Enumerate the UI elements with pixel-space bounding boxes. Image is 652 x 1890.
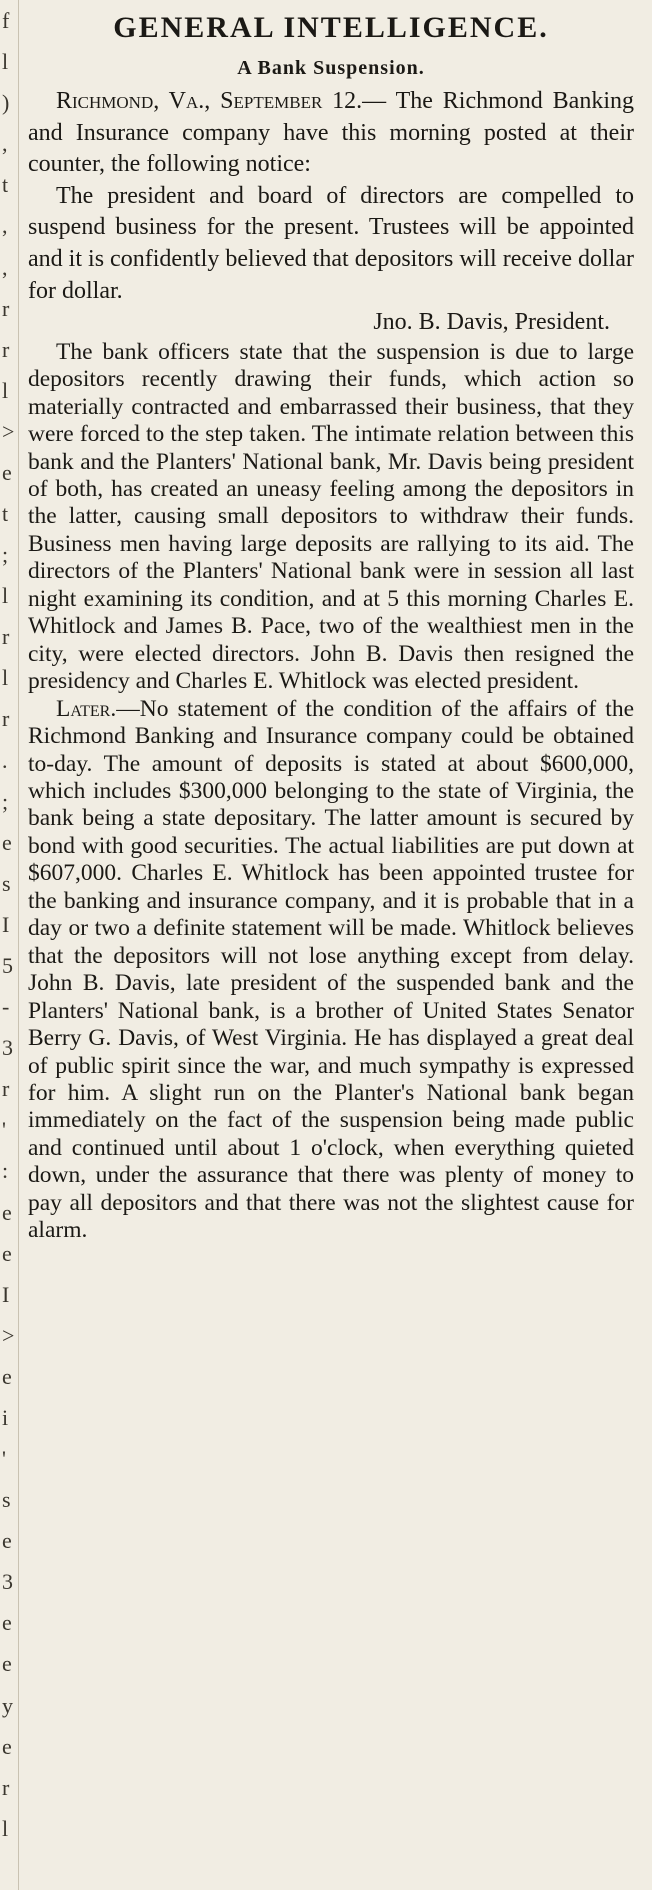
gutter-mark: l xyxy=(2,378,9,403)
dateline: Richmond, Va., September 12. xyxy=(56,88,363,114)
gutter-mark: t xyxy=(2,172,9,197)
gutter-mark: > xyxy=(2,419,15,444)
gutter-mark: ; xyxy=(2,789,9,814)
lead-text: — The Richmond Banking and Insurance company have this morning posted at their counter, the following notice: xyxy=(28,88,634,178)
gutter-mark: ) xyxy=(2,90,10,115)
notice-paragraph: The president and board of directors are compelled to suspend business for the present. Trustees will be appointed and it is confidently believed that depositors will receive dollar for dollar. xyxy=(28,182,634,304)
gutter-mark: s xyxy=(2,871,11,896)
gutter-mark: 3 xyxy=(2,1035,13,1060)
gutter-mark: , xyxy=(2,213,8,238)
article-body xyxy=(28,339,634,1245)
gutter-mark: e xyxy=(2,830,12,855)
gutter-mark: 5 xyxy=(2,953,13,978)
gutter-mark: e xyxy=(2,1241,12,1266)
gutter-mark: > xyxy=(2,1323,15,1348)
gutter-mark: : xyxy=(2,1158,9,1183)
later-label: Later. xyxy=(56,695,117,722)
gutter-mark: l xyxy=(2,583,9,608)
later-text: —No statement of the condition of the affairs of the Richmond Banking and Insurance company could be obtained to-day. The amount of deposits is stated at about $600,000, which includes $300,000 belonging to the state of Virginia, the bank being a state depositary. The latter amount is secured by bond with good securities. The actual liabilities are put down at $607,000. Charles E. Whitlock has been appointed trustee for the banking and insurance company, and it is probable that in a day or two a definite statement will be made. Whitlock believes that the depositors will not lose anything except from delay. John B. Davis, late president of the suspended bank and the Planters' National bank, is a brother of United States Senator Berry G. Davis, of West Virginia. He has displayed a great deal of public spirit since the war, and much sympathy is expressed for him. A slight run on the Planter's National bank began immediately on the fact of the suspension being made public and continued until about 1 o'clock, when everything quieted down, under the assurance that there was plenty of money to pay all depositors and that there was not the slightest cause for alarm. xyxy=(28,695,634,1244)
section-headline: GENERAL INTELLIGENCE. xyxy=(113,11,549,44)
gutter-mark: e xyxy=(2,1610,12,1635)
gutter-mark: e xyxy=(2,1528,12,1553)
adjacent-column-edge xyxy=(0,0,19,1890)
gutter-mark: e xyxy=(2,1651,12,1676)
gutter-mark: I xyxy=(2,1282,10,1307)
gutter-mark: r xyxy=(2,1775,10,1800)
gutter-mark: l xyxy=(2,1816,9,1841)
gutter-mark: l xyxy=(2,665,9,690)
gutter-mark: r xyxy=(2,624,10,649)
gutter-mark: y xyxy=(2,1693,13,1718)
gutter-mark: ; xyxy=(2,542,9,567)
gutter-mark: r xyxy=(2,1076,10,1101)
gutter-mark: e xyxy=(2,1200,12,1225)
gutter-mark: - xyxy=(2,994,10,1019)
gutter-mark: l xyxy=(2,49,9,74)
gutter-mark: t xyxy=(2,501,9,526)
body-paragraph-1: The bank officers state that the suspension is due to large depositors recently drawing their funds, which action so materially contracted and embarrassed their business, that they were forced to the step taken. The intimate relation between this bank and the Planters' National bank, Mr. Davis being president of both, has created an uneasy feeling among the depositors in the latter, causing small depositors to withdraw their funds. Business men having large deposits are rallying to its aid. The directors of the Planters' National bank were in session all last night examining its condition, and at 5 this morning Charles E. Whitlock and James B. Pace, two of the wealthiest men in the city, were elected directors. John B. Davis then resigned the presidency and Charles E. Whitlock was elected president. xyxy=(28,338,634,695)
gutter-mark: , xyxy=(2,255,8,280)
gutter-mark: s xyxy=(2,1487,11,1512)
gutter-mark: . xyxy=(2,748,8,773)
gutter-mark: i xyxy=(2,1405,9,1430)
gutter-mark: r xyxy=(2,706,10,731)
gutter-mark: r xyxy=(2,296,10,321)
gutter-mark: e xyxy=(2,460,12,485)
gutter-mark: 3 xyxy=(2,1569,13,1594)
gutter-mark: f xyxy=(2,8,10,33)
gutter-mark: e xyxy=(2,1734,12,1759)
gutter-mark: ' xyxy=(2,1117,6,1142)
article-subhead: A Bank Suspension. xyxy=(237,57,425,79)
gutter-mark: e xyxy=(2,1364,12,1389)
gutter-mark: r xyxy=(2,337,10,362)
gutter-mark: ' xyxy=(2,1446,6,1471)
body-paragraph-2 xyxy=(28,696,634,1245)
gutter-mark: , xyxy=(2,131,8,156)
gutter-mark: I xyxy=(2,912,10,937)
article-column xyxy=(28,0,634,1890)
lead-paragraph xyxy=(28,86,634,181)
notice-signature: Jno. B. Davis, President. xyxy=(373,309,610,336)
